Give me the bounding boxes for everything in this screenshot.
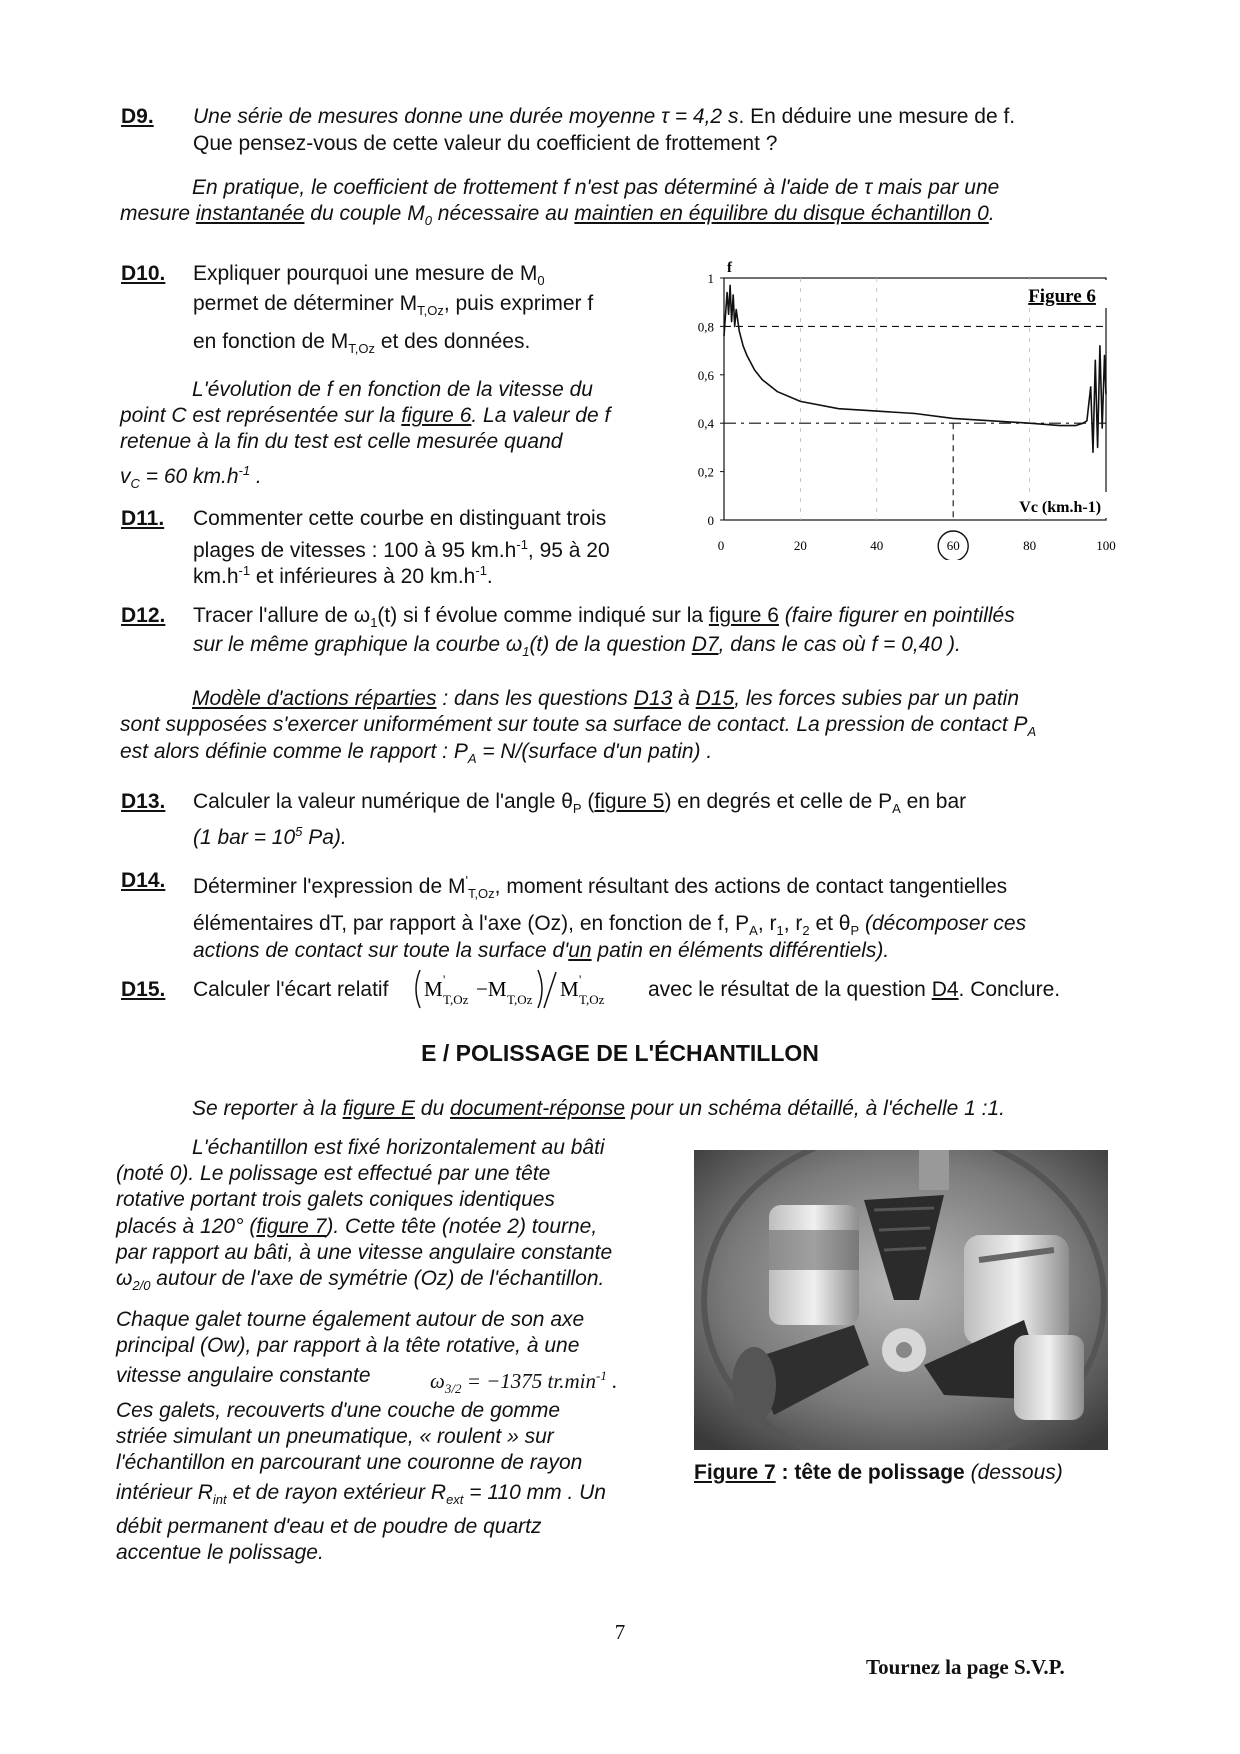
figure-7-caption: Figure 7 : tête de polissage (dessous) — [694, 1461, 1063, 1484]
question-number: D13. — [121, 790, 166, 813]
question-number: D10. — [121, 262, 166, 285]
d9-line-2: Que pensez-vous de cette valeur du coefficient de frottement ? — [193, 132, 778, 155]
reporter-line: Se reporter à la figure E du document-réponse pour un schéma détaillé, à l'échelle 1 :1. — [192, 1097, 1006, 1120]
series-line — [724, 285, 1106, 452]
d13-line-1: Calculer la valeur numérique de l'angle $\theta_P$ (figure 5) en degrés et celle de $P_A$ en bar — [193, 790, 967, 817]
question-number: D15. — [121, 978, 166, 1001]
d15-line-1: Calculer l'écart relatif — [193, 978, 389, 1001]
pratique-line-2: mesure instantanée du couple $M_0$ nécessaire au maintien en équilibre du disque échantillon 0. — [120, 202, 995, 229]
polishing-head-photo — [694, 1150, 1108, 1450]
galet-line-6: l'échantillon en parcourant une couronne de rayon — [116, 1451, 583, 1474]
galet-line-4: Ces galets, recouverts d'une couche de gomme — [116, 1399, 561, 1422]
svg-text:−M: −M — [476, 977, 507, 1001]
y-axis-label: f — [727, 260, 732, 276]
evolution-line-1: L'évolution de f en fonction de la vitesse du — [192, 378, 593, 401]
turn-page-note: Tournez la page S.V.P. — [866, 1655, 1065, 1679]
figure-6-chart — [680, 250, 1120, 560]
y-tick-label: 0,4 — [697, 416, 714, 432]
d12-line-1: Tracer l'allure de $\omega_1(t)$ si f évolue comme indiqué sur la figure 6 (faire figurer en pointillés — [193, 604, 1015, 631]
x-tick-label: 100 — [1096, 538, 1116, 553]
galet-line-8: débit permanent d'eau et de poudre de quartz — [116, 1515, 542, 1538]
galet-line-2: principal (Ow), par rapport à la tête rotative, à une — [116, 1334, 580, 1357]
evolution-line-4: $v_C = 60$ $km.h^{-1}$ . — [120, 463, 262, 492]
section-title: E / POLISSAGE DE L'ÉCHANTILLON — [421, 1040, 819, 1066]
y-tick-label: 0,8 — [697, 319, 714, 335]
svg-text:M: M — [560, 977, 579, 1001]
pratique-line-1: En pratique, le coefficient de frottement f n'est pas déterminé à l'aide de τ mais par une — [192, 176, 1000, 199]
svg-text:T,Oz: T,Oz — [507, 992, 533, 1007]
question-number: D14. — [121, 869, 166, 892]
page-number: 7 — [614, 1620, 626, 1644]
x-axis-label: Vc (km.h-1) — [1019, 499, 1102, 516]
question-d10 — [121, 261, 165, 287]
echantillon-line-6: $\omega_{2/0}$ autour de l'axe de symétrie (Oz) de l'échantillon. — [116, 1267, 605, 1294]
galet-line-3: vitesse angulaire constante — [116, 1364, 371, 1387]
svg-text:M: M — [424, 977, 443, 1001]
x-tick-label: 60 — [946, 538, 960, 553]
evolution-line-3: retenue à la fin du test est celle mesurée quand — [120, 430, 563, 453]
question-d13 — [121, 789, 165, 815]
question-d11 — [121, 506, 164, 532]
y-tick-label: 1 — [707, 271, 714, 286]
question-number: D9. — [121, 105, 154, 128]
question-d9 — [121, 104, 154, 130]
question-d15 — [121, 977, 165, 1003]
y-tick-label: 0 — [707, 513, 714, 528]
x-tick-label: 80 — [1023, 538, 1037, 553]
x-tick-label: 0 — [717, 538, 725, 553]
d10-line-3: en fonction de $M_{T,Oz}$ et des données. — [193, 330, 531, 357]
y-tick-label: 0,6 — [697, 367, 714, 383]
modele-line-2: sont supposées s'exercer uniformément sur toute sa surface de contact. La pression de contact $P_A$ — [120, 713, 1037, 740]
d11-line-1: Commenter cette courbe en distinguant trois — [193, 507, 607, 530]
svg-text:T,Oz: T,Oz — [443, 992, 469, 1007]
svg-text:T,Oz: T,Oz — [579, 992, 605, 1007]
question-d12 — [121, 603, 165, 629]
galet-line-9: accentue le polissage. — [116, 1541, 324, 1564]
question-d14 — [121, 868, 165, 894]
y-tick-label: 0,2 — [697, 464, 714, 480]
ecart-relatif-formula — [410, 964, 640, 1014]
d9-text: Une série de mesures donne une durée moyenne τ = 4,2 s — [193, 105, 739, 128]
echantillon-line-5: par rapport au bâti, à une vitesse angulaire constante — [116, 1241, 613, 1264]
question-number: D11. — [121, 507, 165, 530]
modele-line-3: est alors définie comme le rapport : $P_A$ = N/(surface d'un patin) . — [120, 740, 713, 767]
svg-text:': ' — [443, 972, 446, 987]
galet-omega: $\omega_{3/2} = -1375$ $tr.\min^{-1}$ . — [430, 1368, 618, 1397]
plot-frame — [724, 278, 1106, 520]
d9-line-1 — [193, 104, 1015, 130]
question-number: D12. — [121, 604, 166, 627]
d11-line-2: plages de vitesses : 100 à 95 $km.h^{-1}$, 95 à 20 — [193, 537, 610, 562]
d11-line-3: $km.h^{-1}$ et inférieures à 20 $km.h^{-1}$. — [193, 563, 493, 588]
x-tick-label: 20 — [793, 538, 807, 553]
svg-text:': ' — [579, 972, 582, 987]
galet-line-1: Chaque galet tourne également autour de son axe — [116, 1308, 585, 1331]
d14-line-2: élémentaires dT, par rapport à l'axe (Oz), en fonction de f, $P_A$, $r_1$, $r_2$ et $\theta_P$ (décomposer ces — [193, 912, 1027, 939]
chart-title: Figure 6 — [1028, 286, 1096, 307]
galet-line-7: intérieur $R_{int}$ et de rayon extérieur $R_{ext} = 110$ mm . Un — [116, 1481, 606, 1508]
echantillon-line-2: (noté 0). Le polissage est effectué par une tête — [116, 1162, 551, 1185]
echantillon-line-1: L'échantillon est fixé horizontalement au bâti — [192, 1136, 605, 1159]
echantillon-line-3: rotative portant trois galets coniques identiques — [116, 1188, 555, 1211]
modele-line-1: Modèle d'actions réparties : dans les questions D13 à D15, les forces subies par un patin — [192, 687, 1020, 710]
d13-line-2: (1 bar = $10^5$ Pa). — [193, 824, 347, 849]
evolution-line-2: point C est représentée sur la figure 6. La valeur de f — [120, 404, 611, 427]
d10-line-2: permet de déterminer $M_{T,Oz}$, puis exprimer f — [193, 292, 594, 319]
d9-text: . En déduire une mesure de f. — [738, 105, 1016, 128]
d15-line-1b: avec le résultat de la question D4. Conclure. — [648, 978, 1061, 1001]
d14-line-3: actions de contact sur toute la surface d'un patin en éléments différentiels). — [193, 939, 890, 962]
echantillon-line-4: placés à 120° (figure 7). Cette tête (notée 2) tourne, — [116, 1215, 598, 1238]
d10-line-1: Expliquer pourquoi une mesure de $M_0$ — [193, 262, 545, 289]
d14-line-1: Déterminer l'expression de $M'_{T,Oz}$, moment résultant des actions de contact tangentielles — [193, 873, 1008, 902]
d12-line-2: sur le même graphique la courbe $\omega_1(t)$ de la question D7, dans le cas où f = 0,40 ). — [193, 633, 961, 660]
galet-line-5: striée simulant un pneumatique, « roulent » sur — [116, 1425, 554, 1448]
figure-7-label: Figure 7 — [694, 1461, 776, 1484]
x-tick-label: 40 — [870, 538, 884, 553]
